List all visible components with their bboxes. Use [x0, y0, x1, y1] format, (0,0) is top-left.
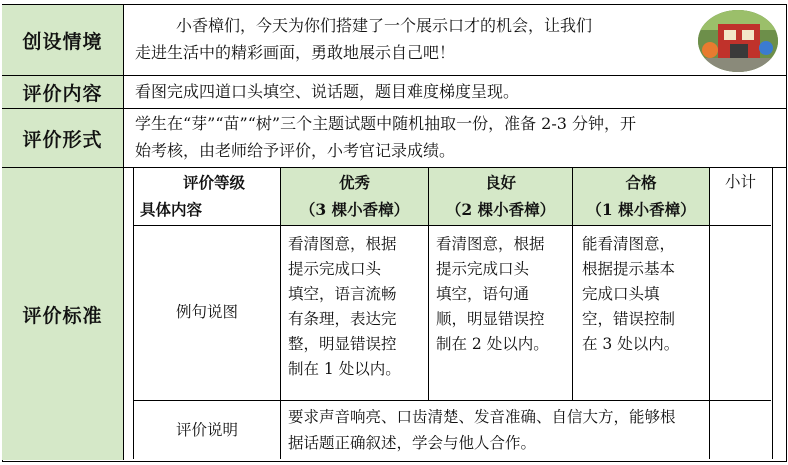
scenario-line-2: 走进生活中的精彩画面，勇敢地展示自己吧！	[135, 43, 456, 62]
row2-name: 评价说明	[175, 421, 238, 439]
row1-excellent-line: 提示完成口头	[288, 260, 382, 278]
row1-pass-line: 空，错误控制	[582, 310, 676, 328]
row2-line-1: 要求声音响亮、口齿清楚、发音准确、自信大方，能够根	[288, 408, 676, 426]
scenario-photo	[698, 10, 778, 72]
row1-good-line: 看清图意，根据	[436, 235, 545, 253]
row1-excellent-line: 整，明显错误控	[288, 335, 397, 353]
row1-name: 例句说图	[175, 303, 238, 321]
scenario-label: 创设情境	[2, 5, 124, 75]
row1-pass-line: 能看清图意，	[582, 235, 676, 253]
header-good: 良好	[484, 173, 516, 192]
divider	[280, 400, 281, 459]
header-pass-sub: （1 棵小香樟）	[586, 200, 696, 219]
row1-pass-line: 完成口头填	[582, 285, 660, 303]
standard-label: 评价标准	[2, 168, 124, 460]
row1-excellent-line: 有条理，表达完	[288, 310, 397, 328]
scenario-line-1: 小香樟们，今天为你们搭建了一个展示口才的机会，让我们	[176, 16, 593, 35]
content-text: 看图完成四道口头填空、说话题，题目难度梯度呈现。	[135, 82, 520, 101]
row1-excellent-line: 制在 1 处以内。	[288, 360, 401, 378]
row1-pass-line: 根据提示基本	[582, 260, 676, 278]
row1-good-line: 提示完成口头	[436, 260, 530, 278]
photo-image-icon	[698, 10, 778, 72]
row1-good-line: 制在 2 处以内。	[436, 335, 549, 353]
row1-excellent	[288, 232, 401, 382]
header-pass: 合格	[625, 173, 657, 192]
row1-good-line: 填空，语句通	[436, 285, 530, 303]
divider	[709, 168, 710, 459]
form-label: 评价形式	[2, 109, 124, 167]
row1-pass-line: 在 3 处以内。	[582, 335, 680, 353]
header-excellent: 优秀	[338, 173, 370, 192]
content-label: 评价内容	[2, 76, 124, 108]
header-content-title: 具体内容	[140, 200, 203, 219]
header-subtotal: 小计	[724, 173, 756, 191]
row1-good	[436, 232, 549, 357]
divider	[133, 400, 771, 401]
row1-good-line: 顺，明显错误控	[436, 310, 545, 328]
row2-line-2: 据话题正确叙述，学会与他人合作。	[288, 434, 537, 452]
header-level-title: 评价等级	[183, 173, 246, 192]
divider	[133, 225, 771, 226]
row1-excellent-line: 看清图意，根据	[288, 235, 397, 253]
row1-pass	[582, 232, 679, 357]
form-line-1: 学生在“芽”“苗”“树”三个主题试题中随机抽取一份，准备 2-3 分钟，开	[135, 114, 637, 133]
form-line-2: 始考核，由老师给予评价，小考官记录成绩。	[135, 141, 456, 160]
row1-excellent-line: 填空，语言流畅	[288, 285, 397, 303]
header-excellent-sub: （3 棵小香樟）	[299, 200, 410, 219]
header-good-sub: （2 棵小香樟）	[445, 200, 556, 219]
